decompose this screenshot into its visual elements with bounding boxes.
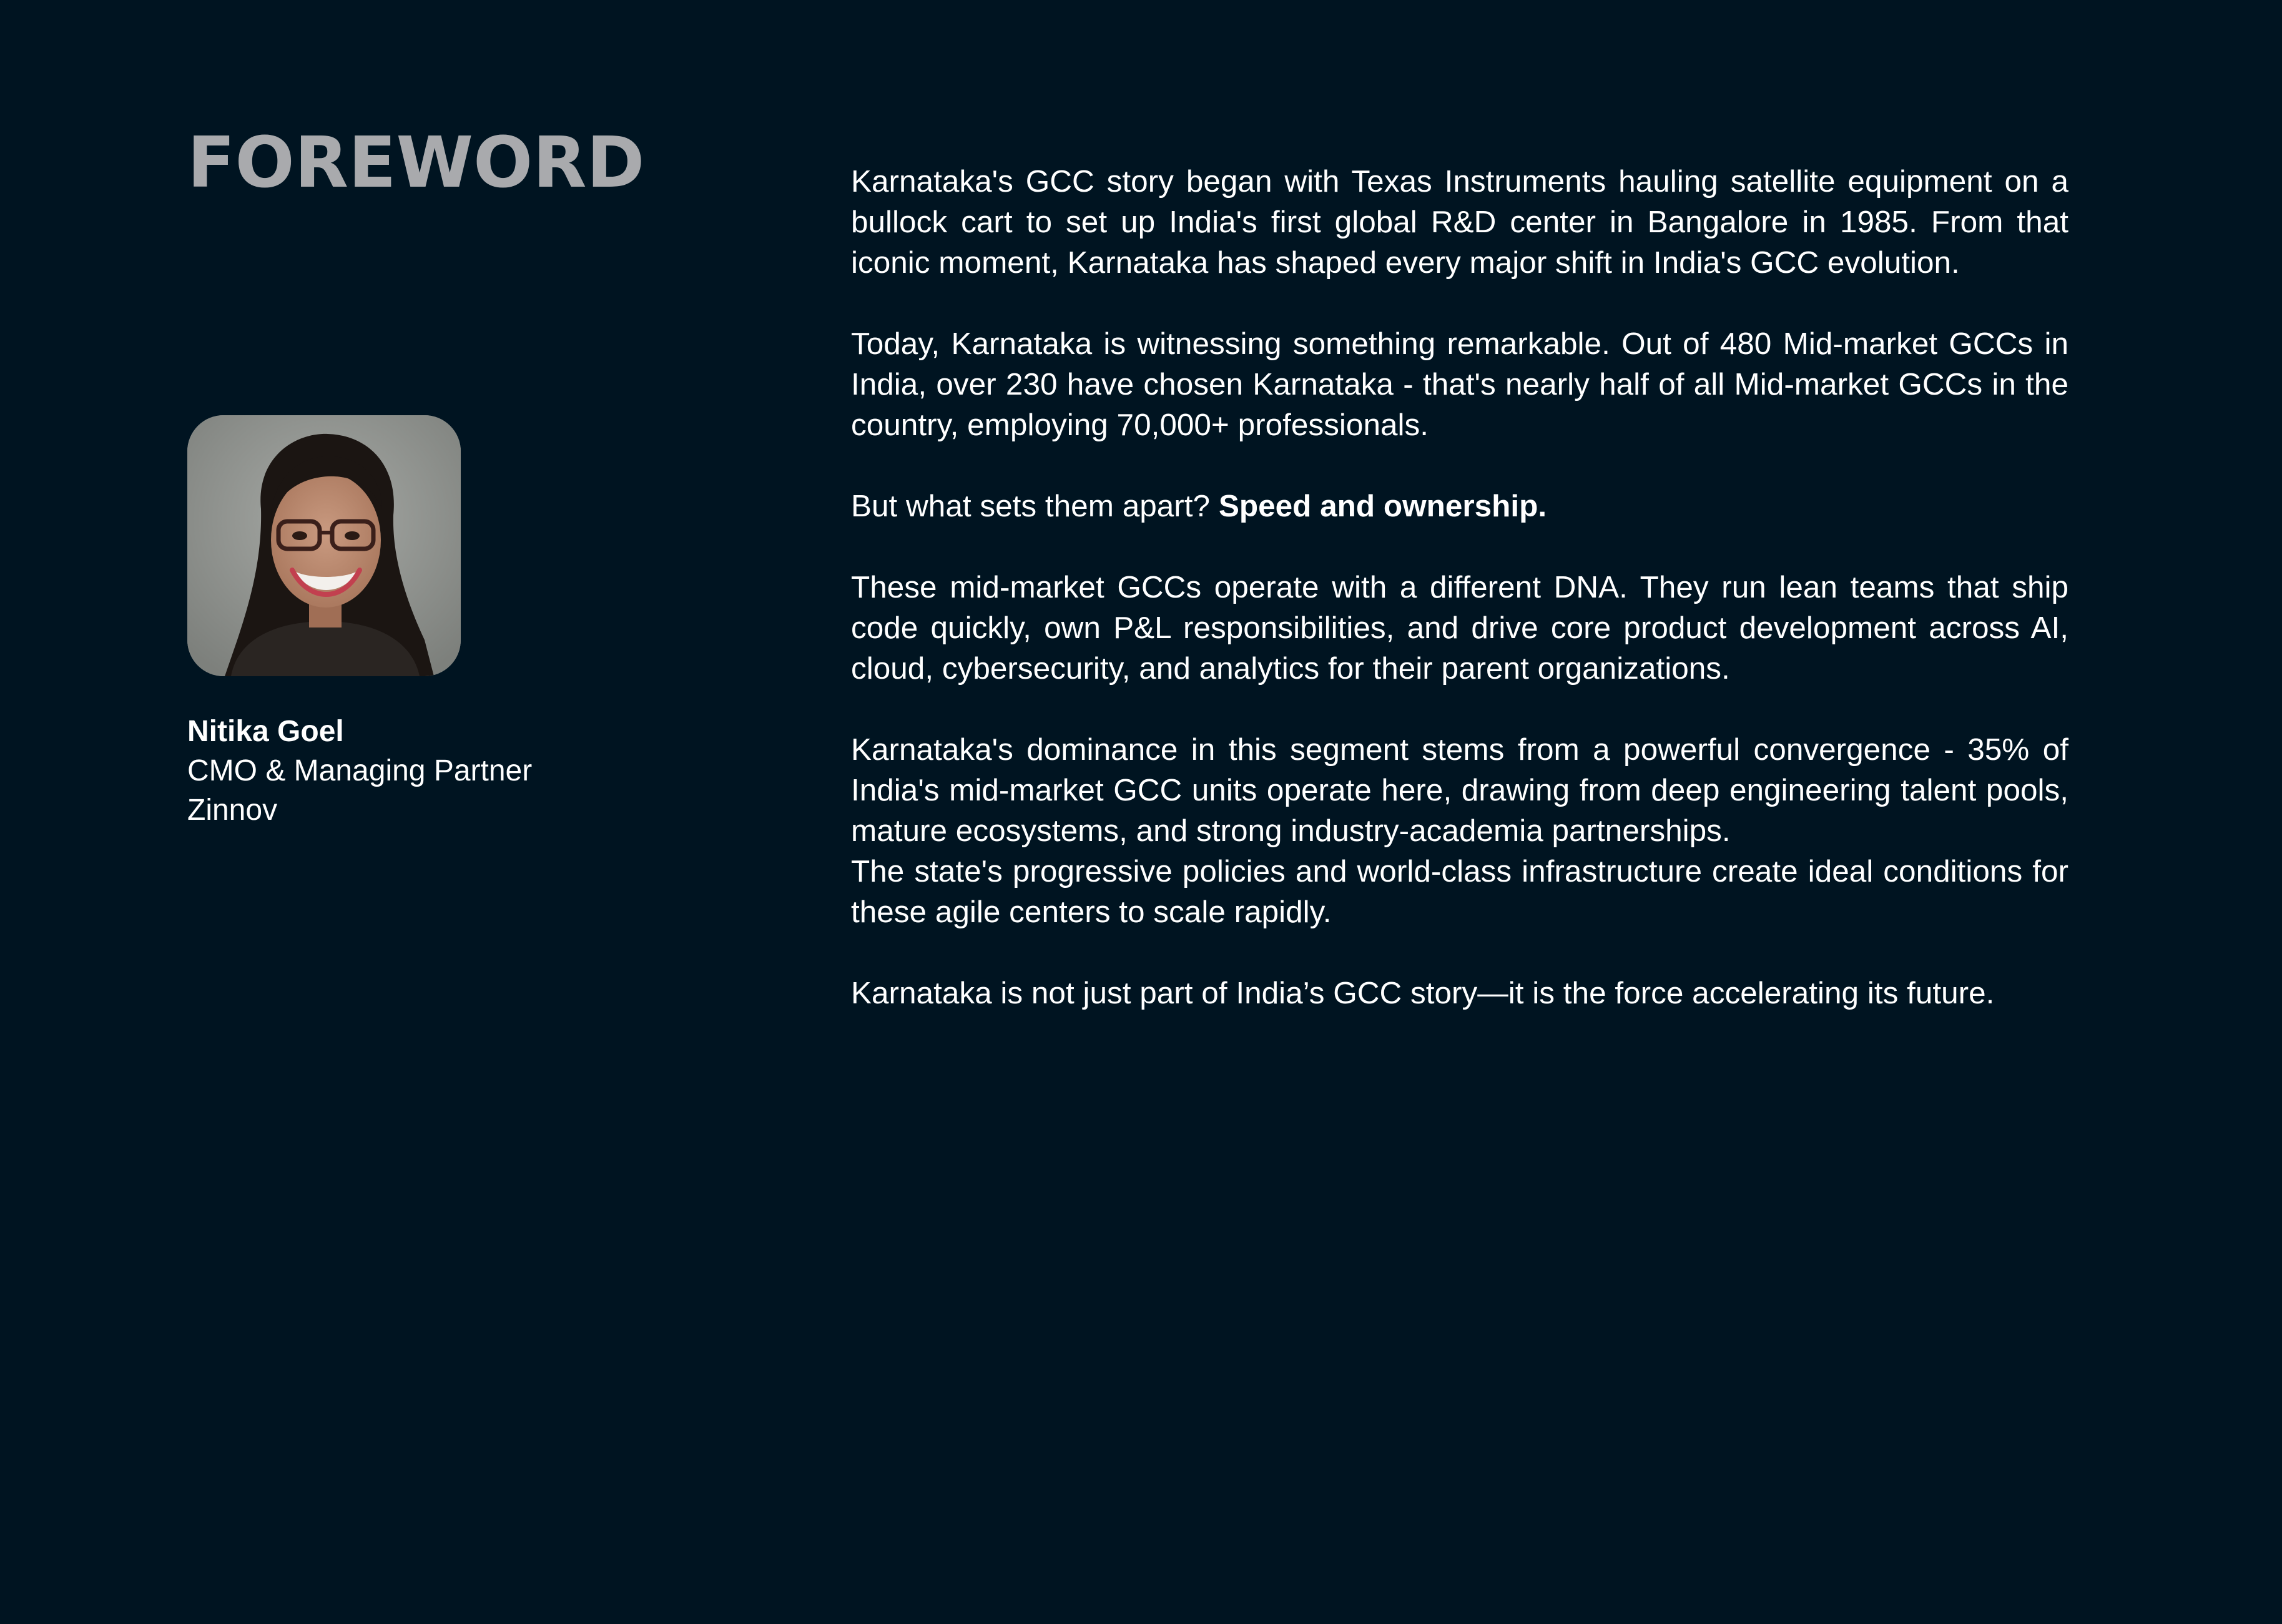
author-block [187,712,532,830]
paragraph-question [851,486,2068,526]
question-lead: But what sets them apart? [851,489,1219,523]
portrait-photo-icon [187,415,461,676]
paragraph-closing: Karnataka is not just part of India’s GCC story—it is the force accelerating its future. [851,976,1995,1010]
page-title: FOREWORD [187,122,645,204]
author-name: Nitika Goel [187,715,344,748]
paragraph-policies: The state's progressive policies and world-class infrastructure create ideal conditions for these agile centers to scale rapidly. [851,854,2068,929]
paragraph-today: Today, Karnataka is witnessing something remarkable. Out of 480 Mid-market GCCs in India, over 230 have chosen Karnataka - that's nearly half of all Mid-market GCCs in the country, employing 70,000+ professionals. [851,327,2068,442]
author-organization: Zinnov [187,794,278,827]
author-role: CMO & Managing Partner [187,754,533,787]
author-photo [187,415,461,676]
paragraph-dominance: Karnataka's dominance in this segment stems from a powerful convergence - 35% of India's mid-market GCC units operate here, drawing from deep engineering talent pools, mature ecosystems, and strong industry-academia partnerships. [851,732,2068,848]
paragraph-origin: Karnataka's GCC story began with Texas Instruments hauling satellite equipment on a bullock cart to set up India's first global R&D center in Bangalore in 1985. From that iconic moment, Karnataka has shaped every major shift in India's GCC evolution. [851,164,2068,280]
paragraph-dna: These mid-market GCCs operate with a different DNA. They run lean teams that ship code quickly, own P&L responsibilities, and drive core product development across AI, cloud, cybersecurity, and analytics for their parent organizations. [851,570,2068,686]
foreword-body [851,161,2068,1013]
question-emphasis: Speed and ownership. [1218,489,1547,523]
